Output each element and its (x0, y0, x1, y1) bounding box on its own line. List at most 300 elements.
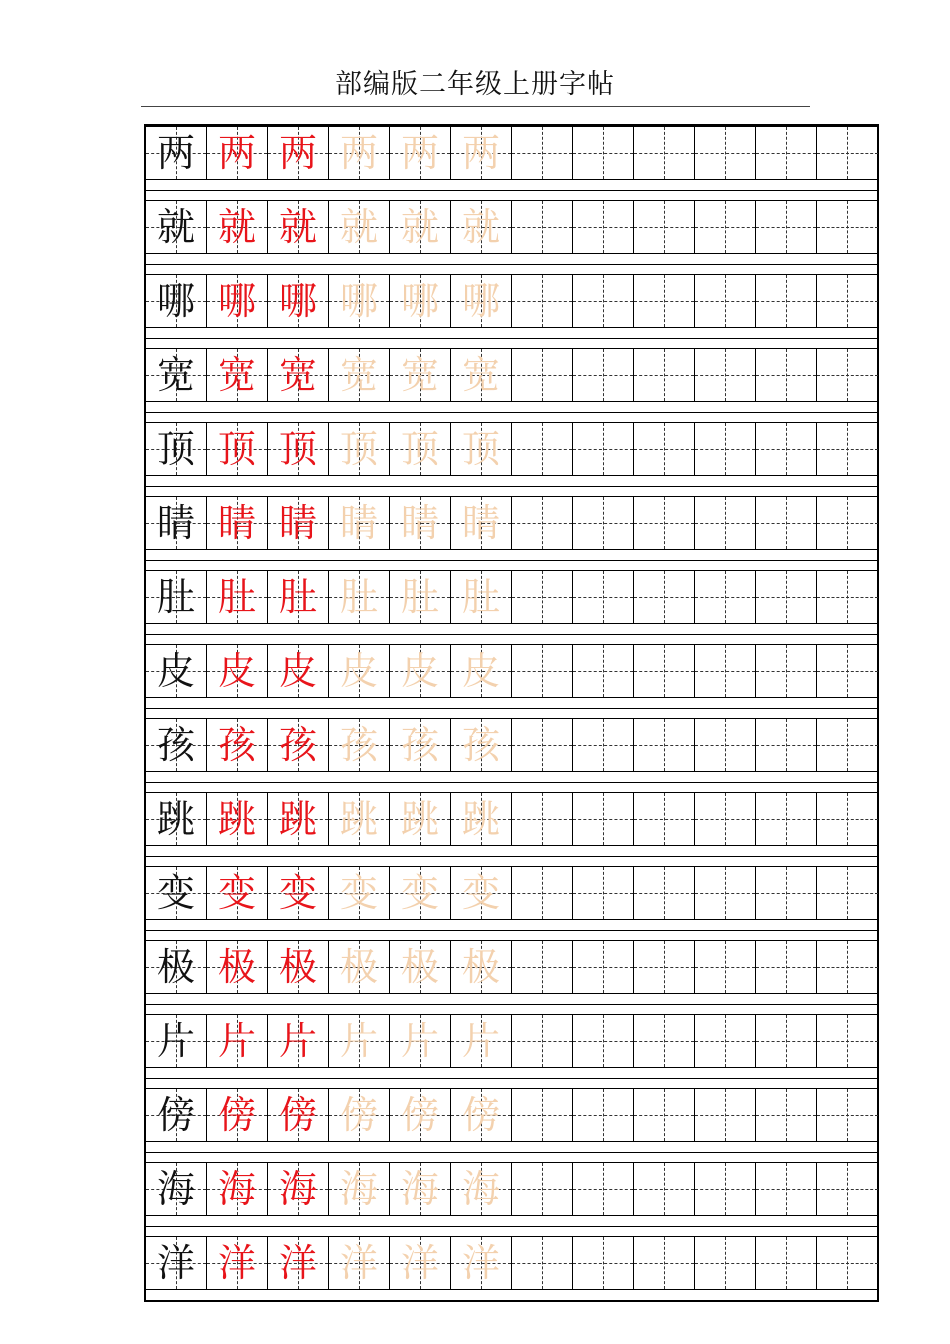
trace-character: 宽 (339, 353, 378, 397)
practice-cell (756, 274, 817, 328)
practice-cell (207, 866, 268, 920)
practice-cell (451, 274, 512, 328)
practice-cell (146, 644, 207, 698)
practice-cell (146, 570, 207, 624)
cell-guide-vertical (664, 571, 665, 623)
practice-cell (756, 496, 817, 550)
cell-guide-vertical (786, 127, 787, 179)
red-copy-character: 跳 (217, 797, 256, 841)
trace-character: 孩 (400, 723, 439, 767)
practice-cell (146, 866, 207, 920)
practice-cell (695, 940, 756, 994)
cell-guide-vertical (603, 719, 604, 771)
trace-character: 变 (400, 871, 439, 915)
practice-cell (207, 940, 268, 994)
practice-cell (390, 718, 451, 772)
cell-guide-vertical (847, 719, 848, 771)
practice-cell (817, 348, 878, 402)
practice-cell (451, 1088, 512, 1142)
red-copy-character: 睛 (278, 501, 317, 545)
practice-cell (329, 1162, 390, 1216)
practice-cell (634, 570, 695, 624)
practice-cell (390, 1162, 451, 1216)
practice-cell (512, 126, 573, 180)
practice-cell (817, 792, 878, 846)
practice-cell (695, 1088, 756, 1142)
cell-guide-vertical (603, 867, 604, 919)
trace-character: 睛 (400, 501, 439, 545)
practice-cell (390, 348, 451, 402)
cell-guide-vertical (542, 793, 543, 845)
practice-cell (451, 1236, 512, 1290)
practice-row (146, 422, 877, 476)
trace-character: 极 (400, 945, 439, 989)
cell-guide-vertical (603, 645, 604, 697)
cell-guide-vertical (542, 1015, 543, 1067)
spacer-rule (146, 782, 877, 783)
row-spacer (146, 328, 877, 348)
practice-cell (695, 570, 756, 624)
cell-guide-vertical (542, 719, 543, 771)
practice-cell (390, 570, 451, 624)
practice-cell (268, 274, 329, 328)
practice-cell (634, 422, 695, 476)
cell-guide-vertical (725, 645, 726, 697)
trace-character: 就 (461, 205, 500, 249)
trace-character: 变 (461, 871, 500, 915)
red-copy-character: 海 (278, 1167, 317, 1211)
practice-cell (817, 718, 878, 772)
practice-cell (146, 1236, 207, 1290)
practice-cell (390, 1014, 451, 1068)
cell-guide-vertical (664, 793, 665, 845)
red-copy-character: 就 (217, 205, 256, 249)
spacer-rule (146, 486, 877, 487)
cell-guide-vertical (786, 793, 787, 845)
cell-guide-vertical (725, 867, 726, 919)
practice-cell (512, 200, 573, 254)
trace-character: 肚 (400, 575, 439, 619)
trace-character: 顶 (339, 427, 378, 471)
practice-cell (390, 940, 451, 994)
model-character: 睛 (156, 501, 195, 545)
cell-guide-vertical (725, 1015, 726, 1067)
practice-cell (146, 422, 207, 476)
trace-character: 肚 (461, 575, 500, 619)
trace-character: 海 (339, 1167, 378, 1211)
spacer-rule (146, 930, 877, 931)
practice-cell (329, 200, 390, 254)
trace-character: 片 (339, 1019, 378, 1063)
cell-guide-vertical (847, 793, 848, 845)
red-copy-character: 两 (278, 131, 317, 175)
practice-cell (146, 126, 207, 180)
red-copy-character: 肚 (217, 575, 256, 619)
cell-guide-vertical (786, 201, 787, 253)
cell-guide-vertical (786, 941, 787, 993)
practice-cell (329, 792, 390, 846)
trace-character: 哪 (461, 279, 500, 323)
cell-guide-vertical (664, 1089, 665, 1141)
practice-cell (329, 348, 390, 402)
cell-guide-vertical (847, 645, 848, 697)
trace-character: 宽 (400, 353, 439, 397)
red-copy-character: 片 (278, 1019, 317, 1063)
practice-cell (512, 496, 573, 550)
row-spacer (146, 254, 877, 274)
cell-guide-vertical (542, 497, 543, 549)
spacer-rule (146, 1152, 877, 1153)
practice-cell (451, 1162, 512, 1216)
practice-cell (634, 1162, 695, 1216)
practice-cell (634, 348, 695, 402)
practice-row (146, 1162, 877, 1216)
model-character: 变 (156, 871, 195, 915)
trace-character: 睛 (461, 501, 500, 545)
model-character: 肚 (156, 575, 195, 619)
practice-cell (268, 422, 329, 476)
trace-character: 傍 (461, 1093, 500, 1137)
practice-cell (146, 348, 207, 402)
practice-cell (451, 792, 512, 846)
trace-character: 顶 (400, 427, 439, 471)
red-copy-character: 哪 (217, 279, 256, 323)
practice-cell (573, 1162, 634, 1216)
trace-character: 海 (400, 1167, 439, 1211)
practice-cell (817, 570, 878, 624)
cell-guide-vertical (847, 571, 848, 623)
practice-cell (207, 1236, 268, 1290)
cell-guide-vertical (664, 1237, 665, 1289)
practice-cell (268, 496, 329, 550)
cell-guide-vertical (725, 1089, 726, 1141)
practice-cell (207, 792, 268, 846)
red-copy-character: 傍 (217, 1093, 256, 1137)
practice-cell (207, 1088, 268, 1142)
practice-row (146, 570, 877, 624)
model-character: 哪 (156, 279, 195, 323)
cell-guide-vertical (847, 201, 848, 253)
practice-cell (573, 126, 634, 180)
practice-row (146, 126, 877, 180)
practice-cell (268, 1014, 329, 1068)
practice-cell (756, 570, 817, 624)
practice-cell (695, 496, 756, 550)
practice-cell (207, 126, 268, 180)
model-character: 皮 (156, 649, 195, 693)
trace-character: 海 (461, 1167, 500, 1211)
practice-cell (634, 940, 695, 994)
row-spacer (146, 180, 877, 200)
practice-cell (146, 200, 207, 254)
cell-guide-vertical (847, 1237, 848, 1289)
model-character: 洋 (156, 1241, 195, 1285)
trace-character: 就 (400, 205, 439, 249)
practice-cell (573, 496, 634, 550)
practice-cell (329, 718, 390, 772)
cell-guide-vertical (664, 1015, 665, 1067)
cell-guide-vertical (786, 1015, 787, 1067)
practice-cell (817, 1014, 878, 1068)
cell-guide-vertical (664, 941, 665, 993)
practice-cell (207, 274, 268, 328)
practice-cell (268, 570, 329, 624)
practice-cell (268, 348, 329, 402)
practice-cell (817, 274, 878, 328)
cell-guide-vertical (542, 201, 543, 253)
cell-guide-vertical (786, 645, 787, 697)
cell-guide-vertical (603, 275, 604, 327)
practice-cell (329, 496, 390, 550)
practice-cell (512, 940, 573, 994)
red-copy-character: 哪 (278, 279, 317, 323)
practice-cell (695, 200, 756, 254)
practice-cell (451, 126, 512, 180)
practice-cell (695, 1014, 756, 1068)
practice-row (146, 940, 877, 994)
practice-cell (329, 1014, 390, 1068)
cell-guide-vertical (847, 867, 848, 919)
red-copy-character: 海 (217, 1167, 256, 1211)
cell-guide-vertical (786, 349, 787, 401)
cell-guide-vertical (603, 1015, 604, 1067)
row-spacer (146, 994, 877, 1014)
practice-row (146, 792, 877, 846)
practice-cell (390, 200, 451, 254)
cell-guide-vertical (664, 1163, 665, 1215)
cell-guide-vertical (786, 1163, 787, 1215)
practice-cell (756, 1088, 817, 1142)
cell-guide-vertical (725, 1237, 726, 1289)
practice-cell (512, 866, 573, 920)
practice-cell (634, 718, 695, 772)
cell-guide-vertical (542, 1237, 543, 1289)
practice-cell (390, 1236, 451, 1290)
practice-cell (512, 422, 573, 476)
trace-character: 极 (461, 945, 500, 989)
practice-cell (329, 1236, 390, 1290)
practice-row (146, 348, 877, 402)
spacer-rule (146, 1004, 877, 1005)
model-character: 片 (156, 1019, 195, 1063)
trace-character: 傍 (339, 1093, 378, 1137)
red-copy-character: 睛 (217, 501, 256, 545)
practice-cell (817, 940, 878, 994)
practice-cell (451, 644, 512, 698)
practice-cell (451, 718, 512, 772)
practice-cell (390, 422, 451, 476)
row-spacer (146, 624, 877, 644)
trace-character: 洋 (400, 1241, 439, 1285)
red-copy-character: 宽 (217, 353, 256, 397)
cell-guide-vertical (542, 645, 543, 697)
spacer-rule (146, 856, 877, 857)
cell-guide-vertical (542, 1089, 543, 1141)
practice-cell (146, 718, 207, 772)
practice-cell (207, 1014, 268, 1068)
cell-guide-vertical (603, 349, 604, 401)
practice-cell (451, 570, 512, 624)
cell-guide-vertical (847, 1089, 848, 1141)
practice-cell (329, 940, 390, 994)
practice-cell (573, 348, 634, 402)
practice-cell (756, 1014, 817, 1068)
practice-cell (512, 1162, 573, 1216)
cell-guide-vertical (786, 867, 787, 919)
red-copy-character: 孩 (217, 723, 256, 767)
cell-guide-vertical (542, 867, 543, 919)
practice-cell (268, 1088, 329, 1142)
cell-guide-vertical (725, 349, 726, 401)
practice-cell (695, 348, 756, 402)
practice-cell (451, 1014, 512, 1068)
cell-guide-vertical (542, 127, 543, 179)
cell-guide-vertical (847, 1163, 848, 1215)
practice-cell (512, 644, 573, 698)
practice-cell (329, 274, 390, 328)
trace-character: 孩 (339, 723, 378, 767)
practice-cell (573, 570, 634, 624)
cell-guide-vertical (725, 941, 726, 993)
cell-guide-vertical (847, 349, 848, 401)
practice-cell (756, 422, 817, 476)
cell-guide-vertical (847, 127, 848, 179)
page-title: 部编版二年级上册字帖 (335, 69, 615, 100)
practice-cell (146, 496, 207, 550)
model-character: 极 (156, 945, 195, 989)
trace-character: 肚 (339, 575, 378, 619)
row-spacer (146, 846, 877, 866)
practice-cell (207, 348, 268, 402)
practice-cell (695, 866, 756, 920)
cell-guide-vertical (786, 719, 787, 771)
trace-character: 变 (339, 871, 378, 915)
practice-cell (207, 718, 268, 772)
trace-character: 宽 (461, 353, 500, 397)
practice-cell (207, 1162, 268, 1216)
row-spacer (146, 550, 877, 570)
trace-character: 跳 (339, 797, 378, 841)
cell-guide-vertical (542, 1163, 543, 1215)
practice-cell (146, 940, 207, 994)
cell-guide-vertical (542, 941, 543, 993)
spacer-rule (146, 338, 877, 339)
practice-cell (817, 1162, 878, 1216)
practice-cell (695, 792, 756, 846)
practice-cell (512, 570, 573, 624)
practice-cell (756, 644, 817, 698)
practice-cell (756, 1236, 817, 1290)
practice-cell (329, 1088, 390, 1142)
cell-guide-vertical (786, 497, 787, 549)
red-copy-character: 洋 (217, 1241, 256, 1285)
practice-cell (695, 274, 756, 328)
trace-character: 皮 (461, 649, 500, 693)
practice-row (146, 644, 877, 698)
practice-cell (573, 1014, 634, 1068)
cell-guide-vertical (603, 423, 604, 475)
cell-guide-vertical (786, 1237, 787, 1289)
row-spacer (146, 1068, 877, 1088)
practice-cell (634, 496, 695, 550)
trace-character: 洋 (339, 1241, 378, 1285)
cell-guide-vertical (725, 793, 726, 845)
cell-guide-vertical (725, 719, 726, 771)
cell-guide-vertical (786, 571, 787, 623)
practice-cell (451, 866, 512, 920)
cell-guide-vertical (603, 793, 604, 845)
practice-cell (695, 126, 756, 180)
practice-cell (756, 200, 817, 254)
practice-cell (207, 422, 268, 476)
row-spacer (146, 1216, 877, 1236)
red-copy-character: 就 (278, 205, 317, 249)
red-copy-character: 皮 (217, 649, 256, 693)
practice-cell (573, 940, 634, 994)
model-character: 两 (156, 131, 195, 175)
practice-cell (817, 866, 878, 920)
practice-cell (634, 792, 695, 846)
spacer-rule (146, 190, 877, 191)
practice-cell (817, 126, 878, 180)
trace-character: 洋 (461, 1241, 500, 1285)
cell-guide-vertical (725, 201, 726, 253)
spacer-rule (146, 634, 877, 635)
trace-character: 两 (461, 131, 500, 175)
practice-cell (390, 644, 451, 698)
practice-cell (817, 1236, 878, 1290)
trace-character: 傍 (400, 1093, 439, 1137)
row-spacer (146, 402, 877, 422)
cell-guide-vertical (786, 1089, 787, 1141)
practice-row (146, 1014, 877, 1068)
practice-cell (573, 866, 634, 920)
practice-cell (512, 1088, 573, 1142)
trace-character: 跳 (461, 797, 500, 841)
spacer-rule (146, 560, 877, 561)
cell-guide-vertical (725, 497, 726, 549)
cell-guide-vertical (664, 275, 665, 327)
trace-character: 皮 (339, 649, 378, 693)
practice-cell (390, 792, 451, 846)
model-character: 就 (156, 205, 195, 249)
practice-cell (573, 274, 634, 328)
red-copy-character: 皮 (278, 649, 317, 693)
red-copy-character: 傍 (278, 1093, 317, 1137)
cell-guide-vertical (542, 349, 543, 401)
practice-row (146, 496, 877, 550)
title-underline (141, 106, 810, 107)
practice-cell (695, 718, 756, 772)
practice-cell (207, 200, 268, 254)
practice-cell (207, 644, 268, 698)
practice-cell (634, 1236, 695, 1290)
red-copy-character: 顶 (217, 427, 256, 471)
model-character: 顶 (156, 427, 195, 471)
practice-cell (512, 718, 573, 772)
cell-guide-vertical (664, 645, 665, 697)
practice-cell (207, 570, 268, 624)
trace-character: 两 (339, 131, 378, 175)
cell-guide-vertical (664, 423, 665, 475)
trace-character: 极 (339, 945, 378, 989)
practice-cell (573, 1088, 634, 1142)
practice-cell (756, 718, 817, 772)
red-copy-character: 跳 (278, 797, 317, 841)
cell-guide-vertical (603, 941, 604, 993)
practice-cell (573, 1236, 634, 1290)
practice-cell (329, 422, 390, 476)
